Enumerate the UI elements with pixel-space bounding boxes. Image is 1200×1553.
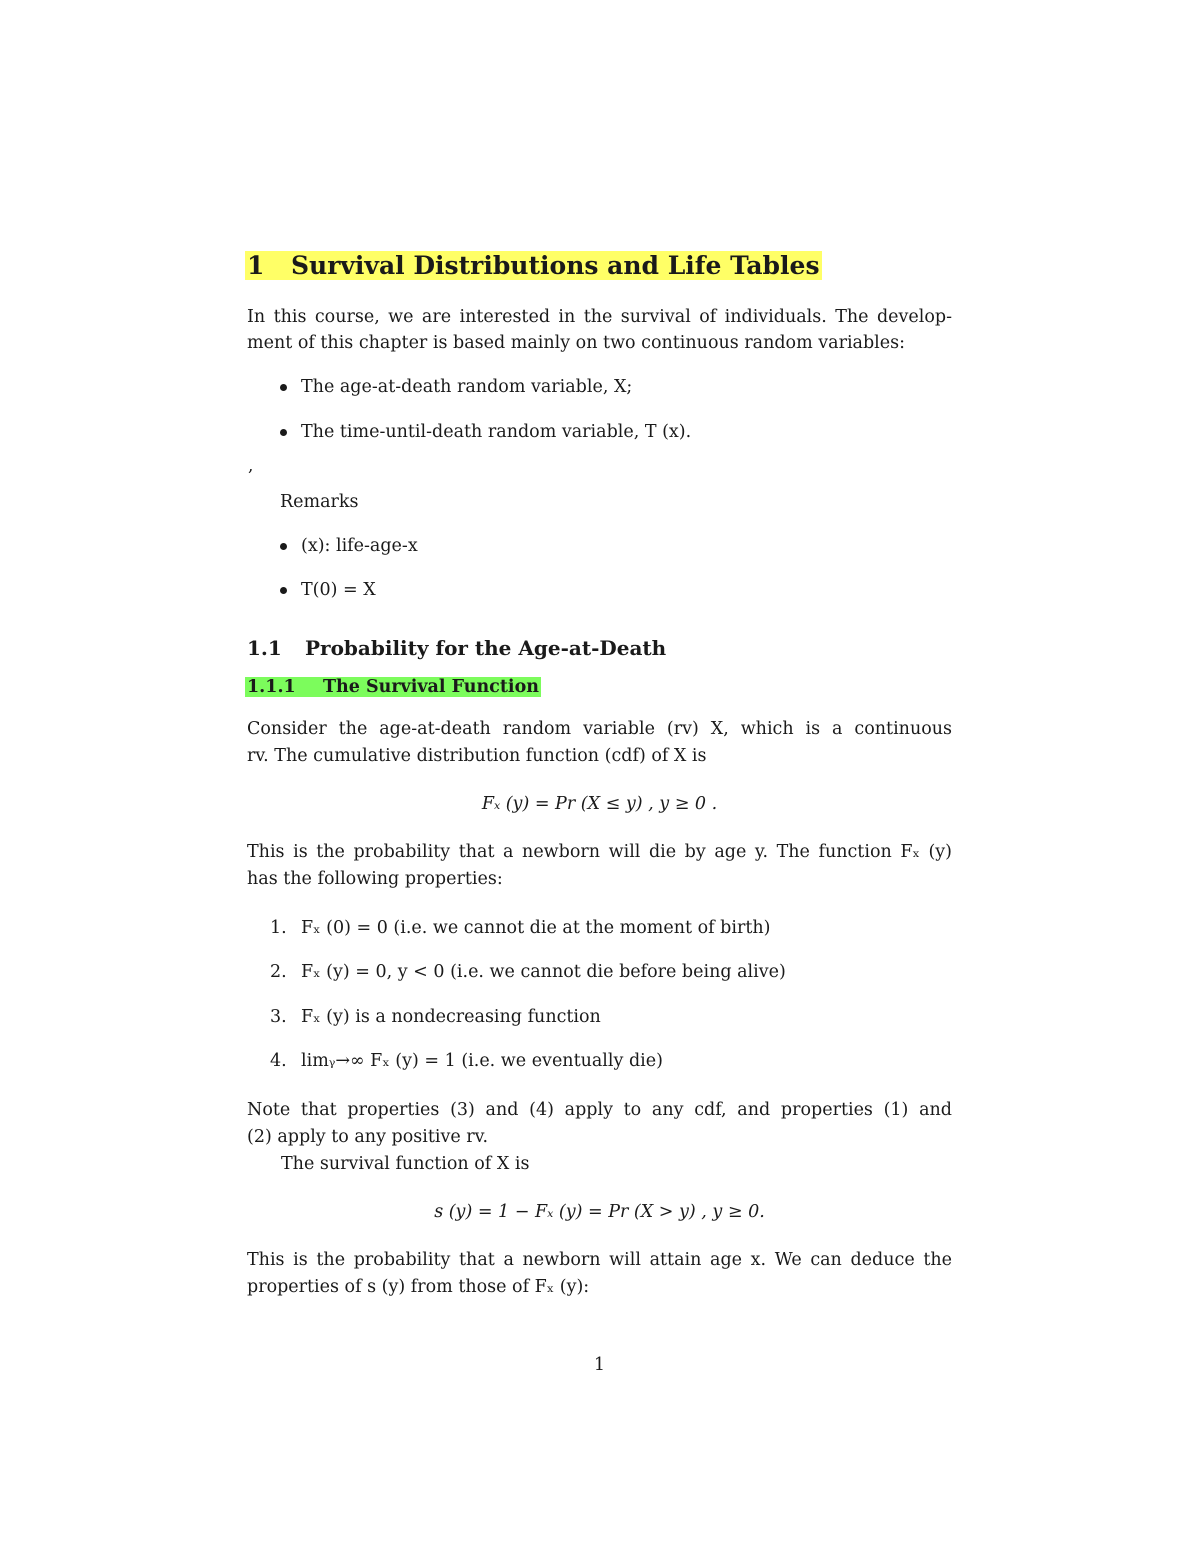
property-number: 4. — [270, 1051, 287, 1071]
property-text: limᵧ→∞ Fₓ (y) = 1 (i.e. we eventually die) — [301, 1051, 663, 1071]
page-number: 1 — [593, 1355, 606, 1375]
property-number: 3. — [270, 1007, 287, 1027]
remark-item: (x): life-age-x — [301, 536, 418, 556]
property-text: Fₓ (0) = 0 (i.e. we cannot die at the moment of birth) — [301, 918, 771, 938]
property-text: Fₓ (y) = 0, y < 0 (i.e. we cannot die before being alive) — [301, 962, 786, 982]
property-text: Fₓ (y) is a nondecreasing function — [301, 1007, 601, 1027]
para2-line-1: This is the probability that a newborn will die by age y. The function Fₓ (y) — [247, 842, 952, 862]
property-number: 1. — [270, 918, 287, 938]
section-number: 1 — [247, 251, 265, 280]
subsubsection-number: 1.1.1 — [247, 677, 296, 697]
para4-line-2: properties of s (y) from those of Fₓ (y): — [247, 1277, 590, 1297]
bullet-icon — [280, 429, 287, 436]
rv-bullet-item: The time-until-death random variable, T (x). — [301, 422, 692, 442]
section-title: Survival Distributions and Life Tables — [291, 251, 820, 280]
subsection-number: 1.1 — [247, 636, 282, 660]
para4-line-1: This is the probability that a newborn will attain age x. We can deduce the — [247, 1250, 952, 1270]
para3-line-2: (2) apply to any positive rv. — [247, 1127, 489, 1147]
property-number: 2. — [270, 962, 287, 982]
subsection-title: Probability for the Age-at-Death — [305, 636, 667, 660]
para1-line-1: Consider the age-at-death random variable (rv) X, which is a continuous — [247, 719, 952, 739]
rv-bullet-item: The age-at-death random variable, X; — [301, 377, 633, 397]
section-heading — [245, 251, 822, 280]
para3-line-1: Note that properties (3) and (4) apply to any cdf, and properties (1) and — [247, 1100, 952, 1120]
remark-item: T(0) = X — [301, 580, 376, 600]
subsection-heading — [247, 636, 666, 660]
bullet-icon — [280, 543, 287, 550]
equation-survival: s (y) = 1 − Fₓ (y) = Pr (X > y) , y ≥ 0. — [434, 1202, 765, 1222]
bullet-icon — [280, 384, 287, 391]
para2-line-2: has the following properties: — [247, 869, 503, 889]
intro-line-1: In this course, we are interested in the survival of individuals. The develop- — [247, 307, 952, 327]
subsubsection-heading — [245, 677, 541, 697]
para3-line-3: The survival function of X is — [281, 1154, 530, 1174]
para1-line-2: rv. The cumulative distribution function (cdf) of X is — [247, 746, 707, 766]
bullet-icon — [280, 587, 287, 594]
remarks-title: Remarks — [280, 492, 359, 512]
intro-line-2: ment of this chapter is based mainly on two continuous random variables: — [247, 333, 906, 353]
stray-mark: , — [248, 456, 254, 476]
subsubsection-title: The Survival Function — [323, 677, 539, 697]
equation-cdf: Fₓ (y) = Pr (X ≤ y) , y ≥ 0 . — [481, 794, 718, 814]
